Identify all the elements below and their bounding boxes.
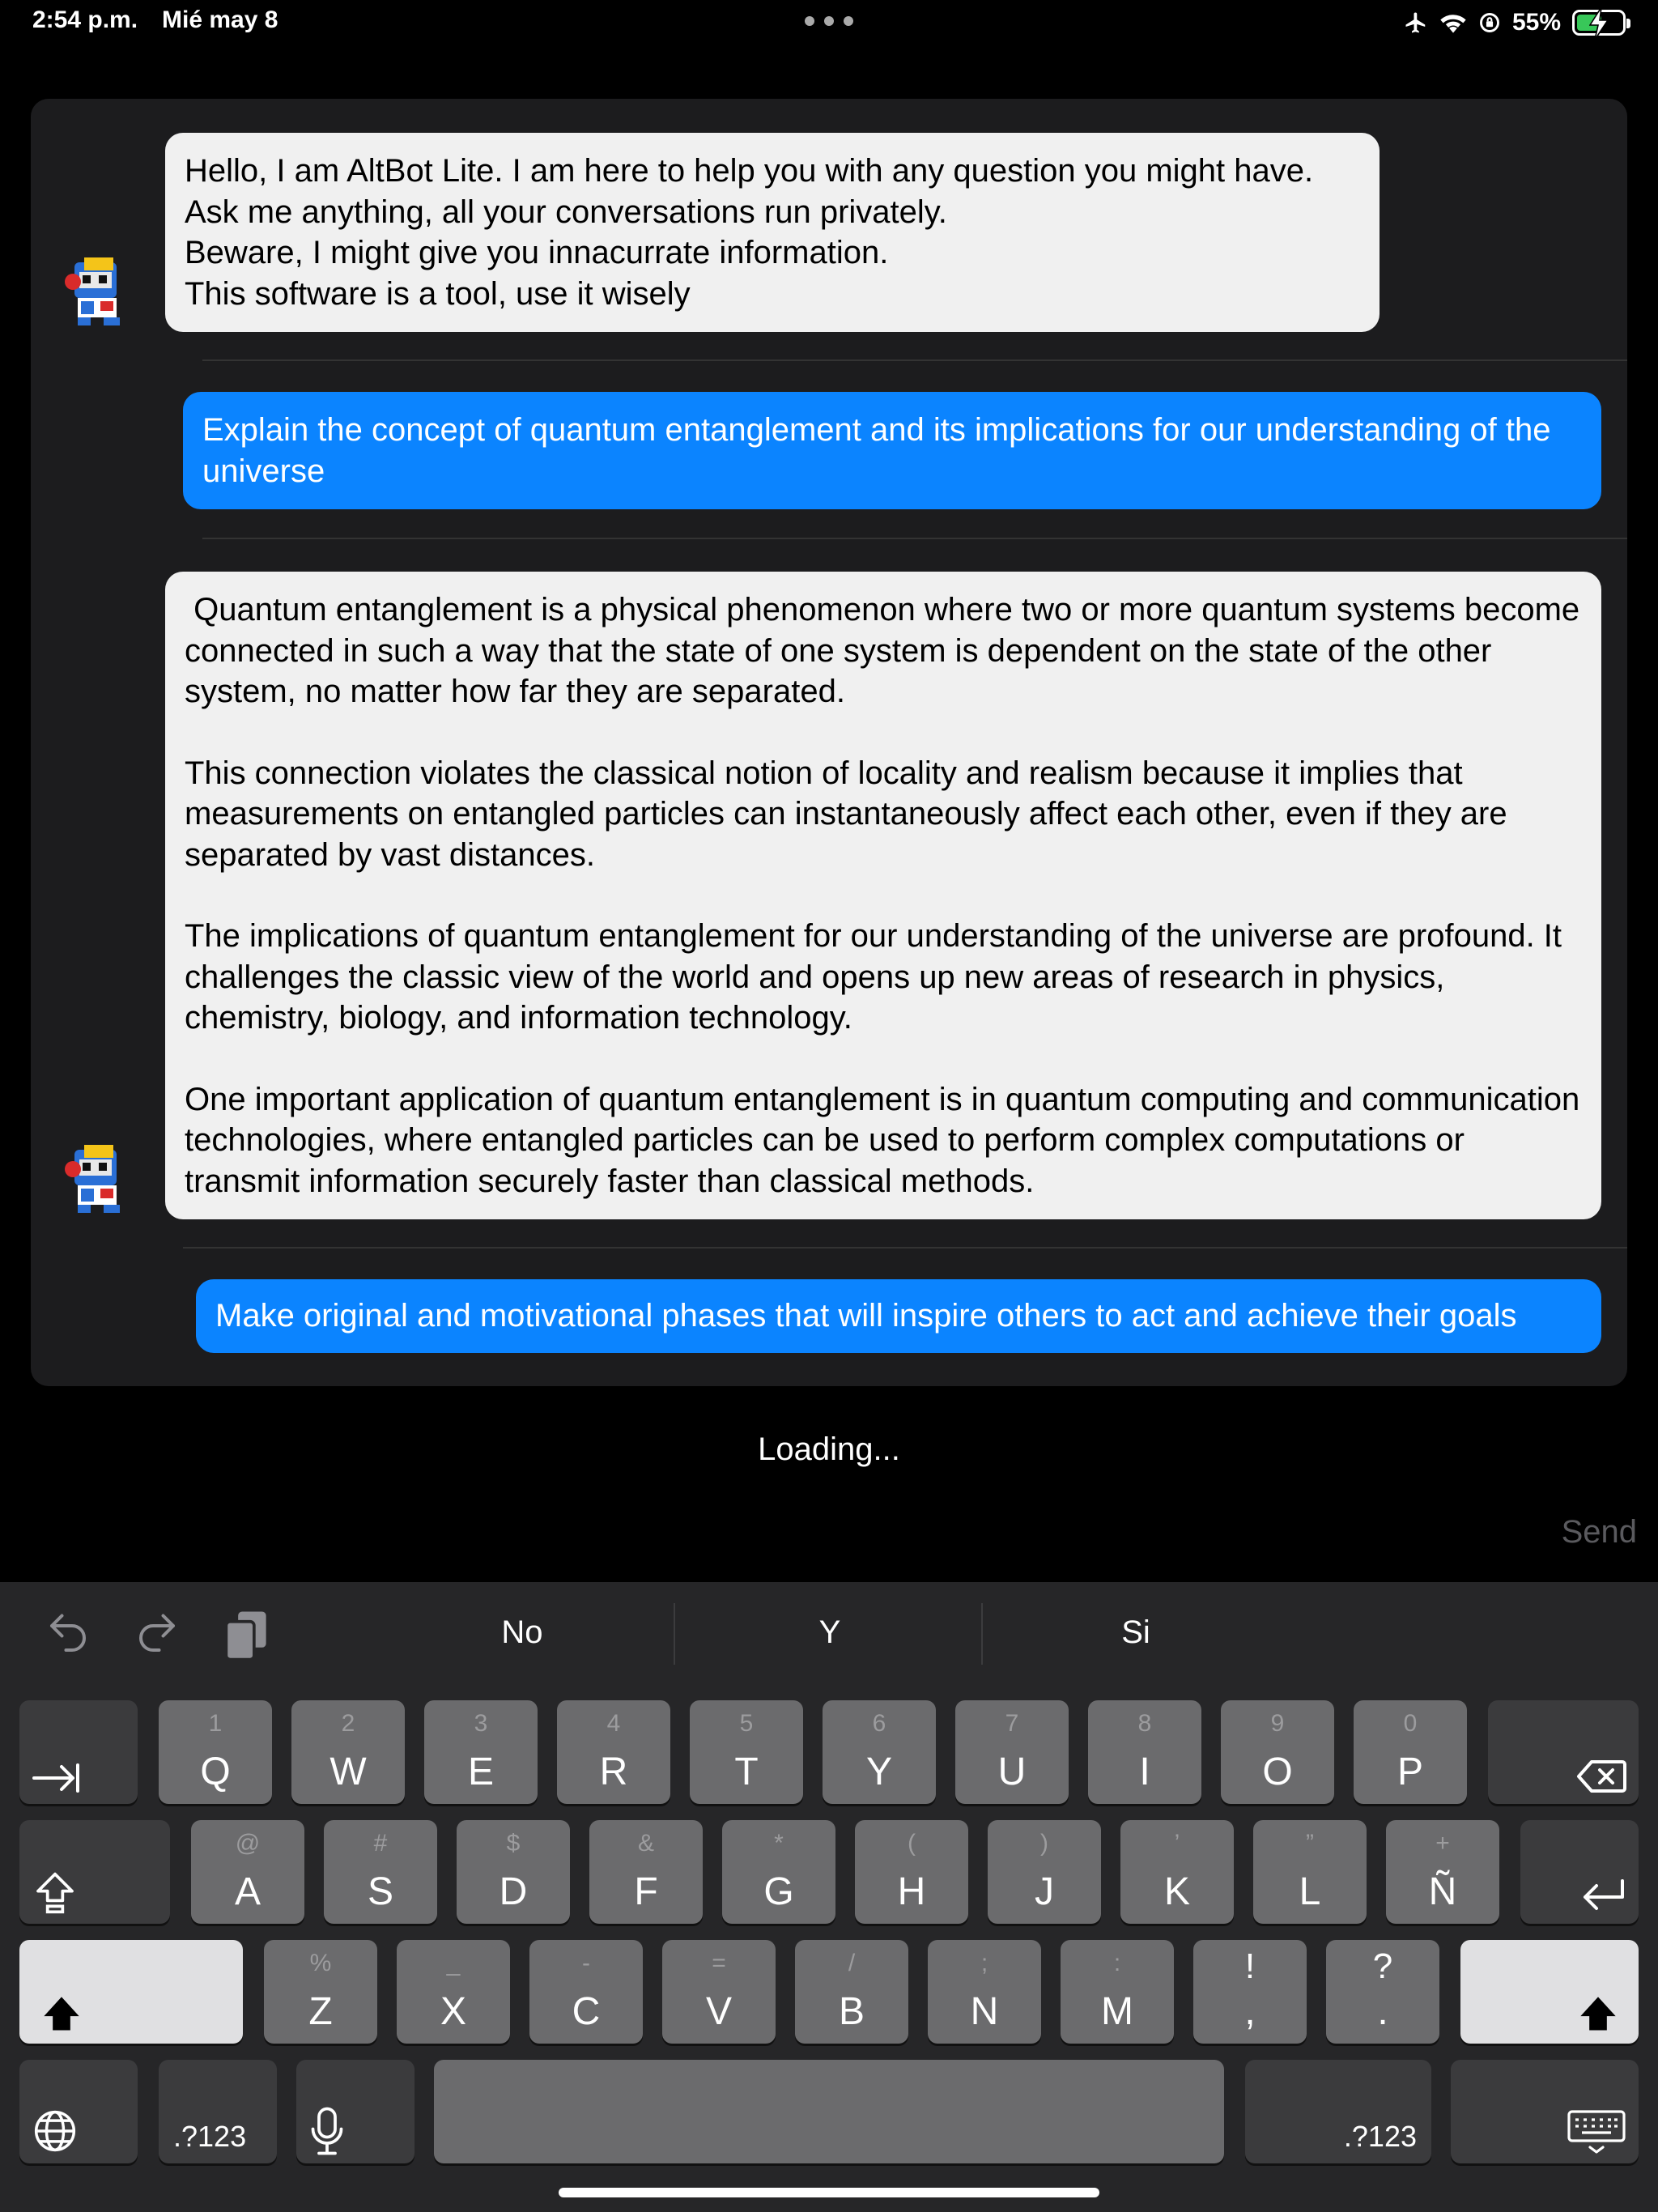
shift-key-left[interactable]: [19, 1940, 243, 2044]
key-o[interactable]: 9 O: [1221, 1700, 1334, 1804]
return-icon: [1579, 1875, 1627, 1916]
home-indicator[interactable]: [559, 2188, 1099, 2197]
key-i[interactable]: 8 I: [1088, 1700, 1201, 1804]
key-h[interactable]: ( H: [855, 1820, 968, 1924]
shift-icon: [1577, 1993, 1619, 2035]
multitasking-dots[interactable]: [805, 16, 853, 28]
bot-reply-paragraph: The implications of quantum entanglement for our understanding of the universe are profound. It challenges the classic view of the world and opens up new areas of research in physics, chemistry, biology, and information technology.: [185, 918, 1562, 1036]
key-m[interactable]: : M: [1061, 1940, 1174, 2044]
key-f[interactable]: & F: [589, 1820, 703, 1924]
key-u[interactable]: 7 U: [955, 1700, 1069, 1804]
message-divider: [183, 1247, 1627, 1249]
redo-icon[interactable]: [133, 1610, 181, 1658]
key-r[interactable]: 4 R: [557, 1700, 670, 1804]
chat-panel[interactable]: [31, 99, 1627, 1386]
key-y[interactable]: 6 Y: [823, 1700, 936, 1804]
status-bar: [0, 0, 1658, 45]
dictation-key[interactable]: [296, 2060, 414, 2163]
key-w[interactable]: 2 W: [291, 1700, 405, 1804]
loading-indicator: Loading...: [758, 1431, 900, 1467]
numbers-key-left[interactable]: .?123: [159, 2060, 277, 2163]
shift-key-right[interactable]: [1460, 1940, 1639, 2044]
key-n[interactable]: ; N: [928, 1940, 1041, 2044]
microphone-icon: [309, 2107, 345, 2155]
user-message-text: Explain the concept of quantum entanglement and its implications for our understanding of the universe: [202, 412, 1551, 489]
key-n-tilde[interactable]: + Ñ: [1386, 1820, 1499, 1924]
bot-intro-line: Hello, I am AltBot Lite. I am here to help you with any question you might have.: [185, 153, 1314, 189]
key-a[interactable]: @ A: [191, 1820, 304, 1924]
user-message-bubble: [196, 1279, 1601, 1353]
key-c[interactable]: - C: [529, 1940, 643, 2044]
bot-intro-line: This software is a tool, use it wisely: [185, 275, 691, 312]
delete-key[interactable]: [1488, 1700, 1639, 1804]
airplane-icon: [1404, 11, 1428, 35]
suggestion-divider: [674, 1603, 675, 1665]
charging-bolt-icon: [1589, 7, 1610, 40]
keyboard-dismiss-icon: [1567, 2110, 1626, 2155]
on-screen-keyboard: [0, 1582, 1658, 2212]
key-l[interactable]: ” L: [1253, 1820, 1367, 1924]
paste-icon[interactable]: [222, 1610, 270, 1661]
suggestion-item[interactable]: Si: [1121, 1614, 1150, 1650]
key-q[interactable]: 1 Q: [159, 1700, 272, 1804]
key-j[interactable]: ) J: [988, 1820, 1101, 1924]
message-divider: [202, 359, 1627, 361]
bot-reply-paragraph: Quantum entanglement is a physical phenomenon where two or more quantum systems become connected in such a way that the state of one system is dependent on the state of the other system, no matter how far they are separated.: [185, 592, 1589, 709]
altbot-avatar: [58, 1140, 136, 1218]
key-t[interactable]: 5 T: [690, 1700, 803, 1804]
tab-icon: [31, 1760, 83, 1796]
message-divider: [202, 538, 1627, 539]
space-bar[interactable]: [434, 2060, 1224, 2163]
suggestion-item[interactable]: Y: [818, 1614, 841, 1650]
globe-icon: [32, 2108, 78, 2154]
bot-intro-line: Ask me anything, all your conversations run privately.: [185, 194, 947, 230]
hide-keyboard-key[interactable]: [1451, 2060, 1639, 2163]
user-message-text: Make original and motivational phases that will inspire others to act and achieve their goals: [215, 1298, 1517, 1334]
send-button[interactable]: Send: [1561, 1514, 1637, 1550]
battery-icon: [1572, 10, 1626, 36]
key-p[interactable]: 0 P: [1354, 1700, 1467, 1804]
status-icons: [1404, 5, 1626, 40]
orientation-lock-icon: [1478, 11, 1501, 34]
caps-lock-icon: [32, 1870, 78, 1916]
undo-icon[interactable]: [44, 1610, 92, 1658]
key-comma[interactable]: ! ,: [1193, 1940, 1307, 2044]
tab-key[interactable]: [19, 1700, 138, 1804]
key-e[interactable]: 3 E: [424, 1700, 538, 1804]
bot-reply-paragraph: This connection violates the classical notion of locality and realism because it implies that measurements on entangled particles can instantaneously affect each other, even if they are separated by vast distances.: [185, 755, 1507, 873]
altbot-avatar: [58, 253, 136, 330]
backspace-icon: [1575, 1759, 1627, 1794]
key-d[interactable]: $ D: [457, 1820, 570, 1924]
status-time: 2:54 p.m.: [32, 6, 138, 33]
battery-percent: 55%: [1511, 9, 1561, 36]
key-z[interactable]: % Z: [264, 1940, 377, 2044]
bot-intro-line: Beware, I might give you innacurrate information.: [185, 235, 889, 270]
caps-lock-key[interactable]: [19, 1820, 170, 1924]
user-message-bubble: [183, 392, 1601, 509]
key-k[interactable]: ’ K: [1120, 1820, 1234, 1924]
key-x[interactable]: _ X: [397, 1940, 510, 2044]
return-key[interactable]: [1520, 1820, 1639, 1924]
key-v[interactable]: = V: [662, 1940, 776, 2044]
bot-reply-paragraph: One important application of quantum entanglement is in quantum computing and communication technologies, where entangled particles can be used to perform complex computations or transmit information securely faster than classical methods.: [185, 1081, 1580, 1199]
numbers-key-right[interactable]: .?123: [1245, 2060, 1431, 2163]
key-period[interactable]: ? .: [1326, 1940, 1439, 2044]
key-b[interactable]: / B: [795, 1940, 908, 2044]
key-g[interactable]: * G: [722, 1820, 835, 1924]
key-s[interactable]: # S: [324, 1820, 437, 1924]
bot-reply-bubble: [165, 572, 1601, 1219]
wifi-icon: [1439, 11, 1467, 34]
keyboard-shortcut-bar: [0, 1582, 1658, 1684]
suggestion-item[interactable]: No: [501, 1614, 543, 1650]
globe-key[interactable]: [19, 2060, 138, 2163]
bot-intro-bubble: [165, 133, 1380, 332]
shift-icon: [40, 1993, 83, 2035]
status-date: Mié may 8: [162, 6, 278, 33]
